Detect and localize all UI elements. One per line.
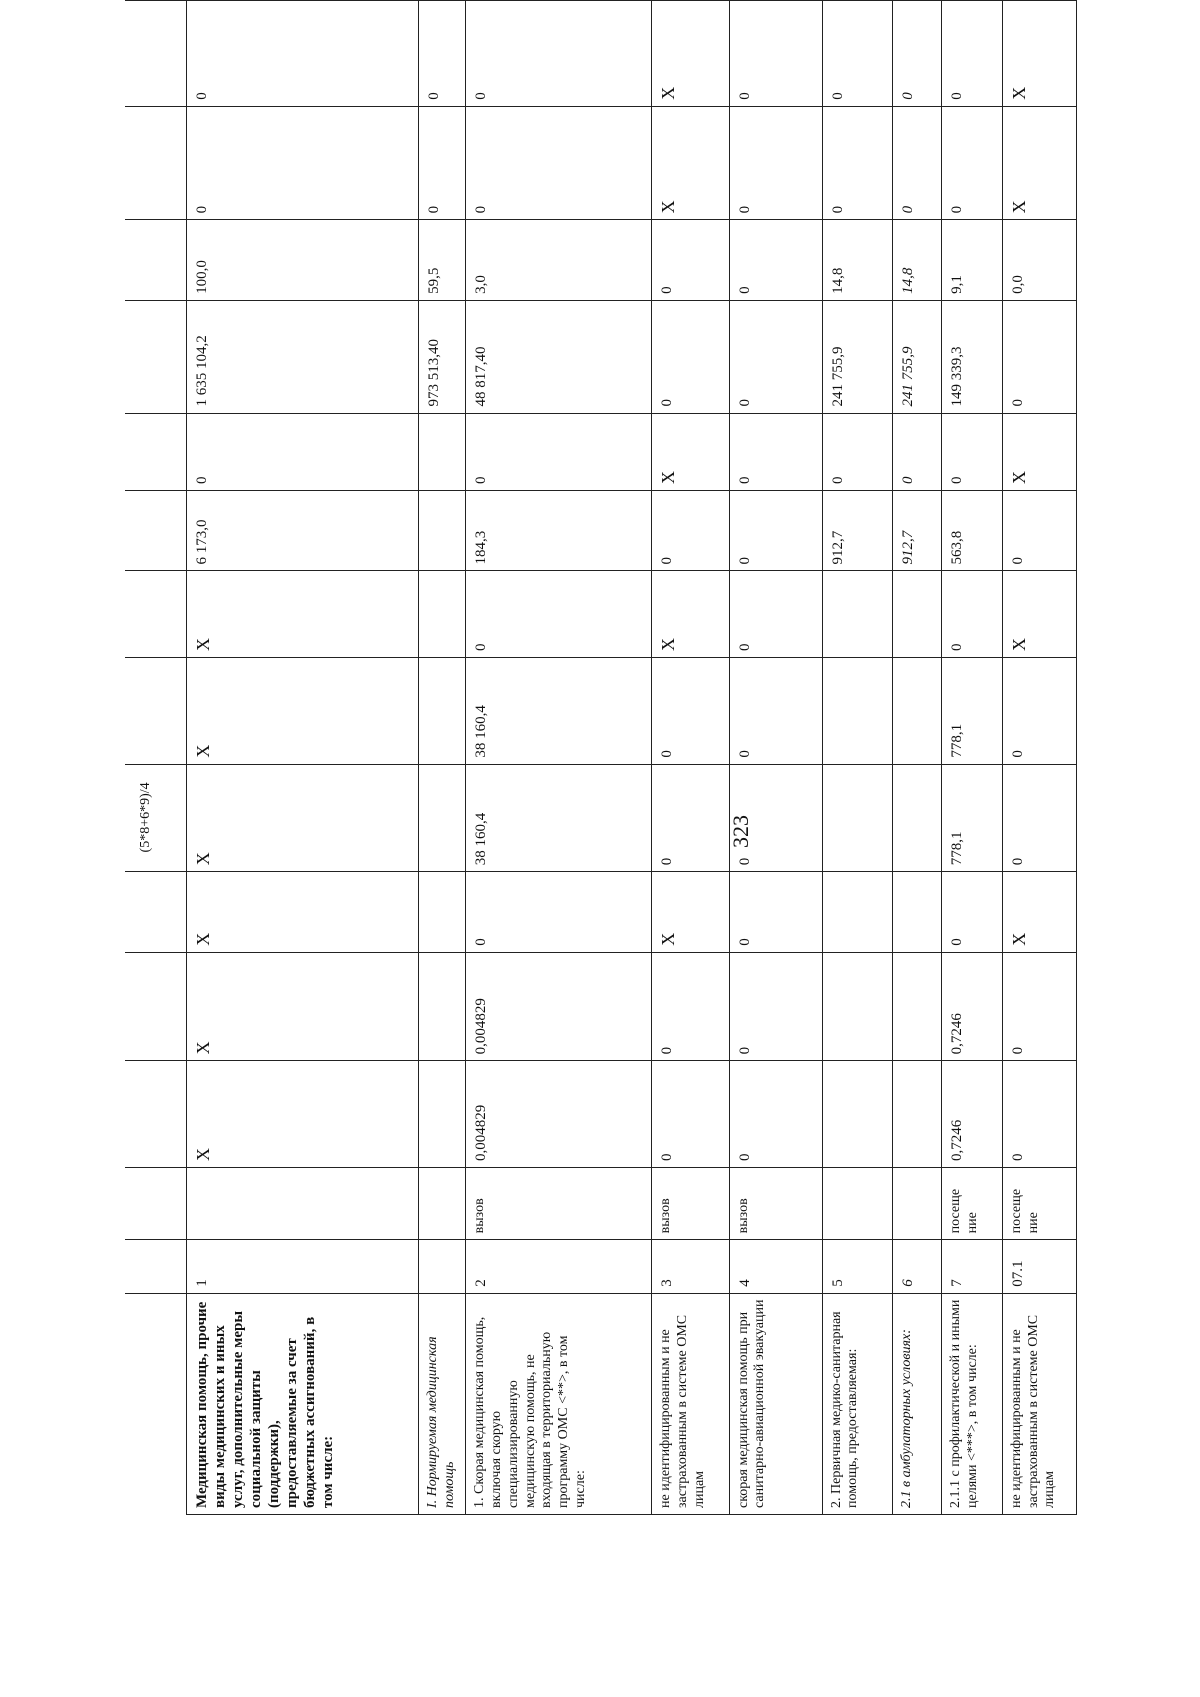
table-row [652,1,729,1515]
table-row [466,1,652,1515]
value-cell: 0 [729,571,822,658]
value-cell: 0 [652,764,729,872]
table-row [941,1,1002,1515]
value-cell: 241 755,9 [893,300,942,413]
value-cell [419,764,466,872]
table-row [1002,1,1076,1515]
row-label: скорая медицинская помощь при санитарно-авиационной эвакуации [729,1293,822,1514]
header-formula: (5*8+6*9)/4 [126,764,187,872]
row-number: 7 [941,1240,1002,1293]
value-cell: 0 [941,1,1002,107]
value-cell: X [1002,106,1076,220]
value-cell: 0 [1002,1061,1076,1168]
value-cell: 38 160,4 [466,764,652,872]
unit-cell [419,1167,466,1239]
value-cell: 0 [729,413,822,490]
header-blank [126,106,187,220]
budget-table [125,0,1077,1515]
value-cell [822,657,893,764]
value-cell: 0,004829 [466,1061,652,1168]
value-cell: X [652,413,729,490]
value-cell: 0 [466,1,652,107]
header-blank [126,571,187,658]
value-cell: 0 [466,413,652,490]
value-cell: 0 [941,106,1002,220]
unit-cell: вызов [466,1167,652,1239]
value-cell: 0 [1002,491,1076,571]
unit-cell: вызов [652,1167,729,1239]
unit-cell: вызов [729,1167,822,1239]
value-cell: 0 [729,1061,822,1168]
header-blank [126,952,187,1061]
value-cell: 0 [822,106,893,220]
value-cell [419,571,466,658]
value-cell [893,1061,942,1168]
value-cell: 0 [419,1,466,107]
value-cell [822,952,893,1061]
row-label: не идентифицированным и не застрахованным в системе ОМС лицам [652,1293,729,1514]
value-cell: 0 [419,106,466,220]
value-cell: 14,8 [822,220,893,300]
value-cell: 0 [729,952,822,1061]
value-cell: 0 [652,491,729,571]
value-cell: 0 [466,872,652,952]
value-cell [419,952,466,1061]
header-blank [126,1167,187,1239]
value-cell: 0 [729,300,822,413]
table-body [186,1,1076,1515]
value-cell: 0 [729,220,822,300]
value-cell: 778,1 [941,764,1002,872]
value-cell [893,764,942,872]
value-cell: 0 [186,1,418,107]
value-cell: X [652,1,729,107]
value-cell [893,657,942,764]
row-number: 1 [186,1240,418,1293]
value-cell: 0,0 [1002,220,1076,300]
unit-cell: посеще ние [941,1167,1002,1239]
value-cell: X [652,106,729,220]
value-cell: 0 [1002,300,1076,413]
value-cell [419,1061,466,1168]
value-cell [822,872,893,952]
value-cell: 48 817,40 [466,300,652,413]
value-cell: X [186,657,418,764]
value-cell: 3,0 [466,220,652,300]
value-cell: X [652,872,729,952]
value-cell [419,491,466,571]
row-label: 2.1 в амбулаторных условиях: [893,1293,942,1514]
value-cell: 0 [893,1,942,107]
header-blank [126,1293,187,1514]
row-label: I. Нормируемая медицинская помощь [419,1293,466,1514]
value-cell: X [186,764,418,872]
value-cell: 0 [652,952,729,1061]
row-label: 2.1.1 с профилактической и иными целями <***>, в том числе: [941,1293,1002,1514]
table-row [729,1,822,1515]
row-label: 2. Первичная медико-санитарная помощь, предоставляемая: [822,1293,893,1514]
value-cell: X [186,952,418,1061]
value-cell: X [1002,413,1076,490]
value-cell: 14,8 [893,220,942,300]
value-cell: 912,7 [893,491,942,571]
value-cell: X [652,571,729,658]
value-cell: X [1002,872,1076,952]
row-label: Медицинская помощь, прочие виды медицинских и иных услуг, дополнительные меры социальной защиты (поддержки), предоставляемые за счет бюджетных ассигнований, в том числе: [186,1293,418,1514]
value-cell: 0 [1002,764,1076,872]
header-blank [126,491,187,571]
unit-cell [822,1167,893,1239]
value-cell: 59,5 [419,220,466,300]
value-cell: 184,3 [466,491,652,571]
value-cell: 0 [652,300,729,413]
value-cell: 6 173,0 [186,491,418,571]
row-number: 2 [466,1240,652,1293]
value-cell: 1 635 104,2 [186,300,418,413]
row-label: не идентифицированным и не застрахованным в системе ОМС лицам [1002,1293,1076,1514]
row-number: 5 [822,1240,893,1293]
value-cell: 0 [893,413,942,490]
value-cell: 0 [1002,952,1076,1061]
value-cell: 0 [729,872,822,952]
value-cell: X [186,571,418,658]
row-number: 6 [893,1240,942,1293]
value-cell: 973 513,40 [419,300,466,413]
value-cell: 9,1 [941,220,1002,300]
unit-cell [186,1167,418,1239]
value-cell: X [1002,1,1076,107]
value-cell: X [186,1061,418,1168]
value-cell: 0 [466,571,652,658]
value-cell: 778,1 [941,657,1002,764]
value-cell: 0 [822,1,893,107]
value-cell: 0 [941,872,1002,952]
unit-cell: посеще ние [1002,1167,1076,1239]
value-cell: 0 [729,106,822,220]
value-cell: 0 [186,413,418,490]
unit-cell [893,1167,942,1239]
value-cell [893,952,942,1061]
value-cell: 149 339,3 [941,300,1002,413]
header-blank [126,1240,187,1293]
value-cell: 0 [186,106,418,220]
value-cell: 0 [941,571,1002,658]
row-number: 4 [729,1240,822,1293]
row-number: 3 [652,1240,729,1293]
row-number: 07.1 [1002,1240,1076,1293]
value-cell: 0 [729,657,822,764]
row-number [419,1240,466,1293]
value-cell: 100,0 [186,220,418,300]
row-label: 1. Скорая медицинская помощь, включая скорую специализированную медицинскую помощь, не входящая в территориальную программу ОМС <**>, в том числе: [466,1293,652,1514]
value-cell: X [1002,571,1076,658]
value-cell: 912,7 [822,491,893,571]
table-row [893,1,942,1515]
value-cell: 0,7246 [941,952,1002,1061]
value-cell: 0 [729,491,822,571]
value-cell: 241 755,9 [822,300,893,413]
value-cell: 0,004829 [466,952,652,1061]
value-cell: 0 [1002,657,1076,764]
value-cell [822,571,893,658]
header-blank [126,220,187,300]
table-row [419,1,466,1515]
value-cell [419,413,466,490]
value-cell: 0 [893,106,942,220]
value-cell: 0 [652,220,729,300]
value-cell: 0 [729,1,822,107]
header-blank [126,1061,187,1168]
value-cell [419,657,466,764]
header-blank [126,300,187,413]
value-cell: 0 [729,764,822,872]
value-cell [893,571,942,658]
value-cell [893,872,942,952]
rotated-table-container [125,0,1077,1515]
page-number: 323 [728,815,753,848]
header-blank [126,657,187,764]
value-cell: 0 [466,106,652,220]
header-blank [126,872,187,952]
value-cell: 38 160,4 [466,657,652,764]
value-cell: 0,7246 [941,1061,1002,1168]
table-row [822,1,893,1515]
header-row [126,1,187,1515]
value-cell: 563,8 [941,491,1002,571]
value-cell [419,872,466,952]
value-cell: 0 [652,1061,729,1168]
value-cell: X [186,872,418,952]
value-cell: 0 [652,657,729,764]
value-cell [822,764,893,872]
value-cell: 0 [822,413,893,490]
value-cell [822,1061,893,1168]
header-blank [126,1,187,107]
value-cell: 0 [941,413,1002,490]
table-row [186,1,418,1515]
header-blank [126,413,187,490]
